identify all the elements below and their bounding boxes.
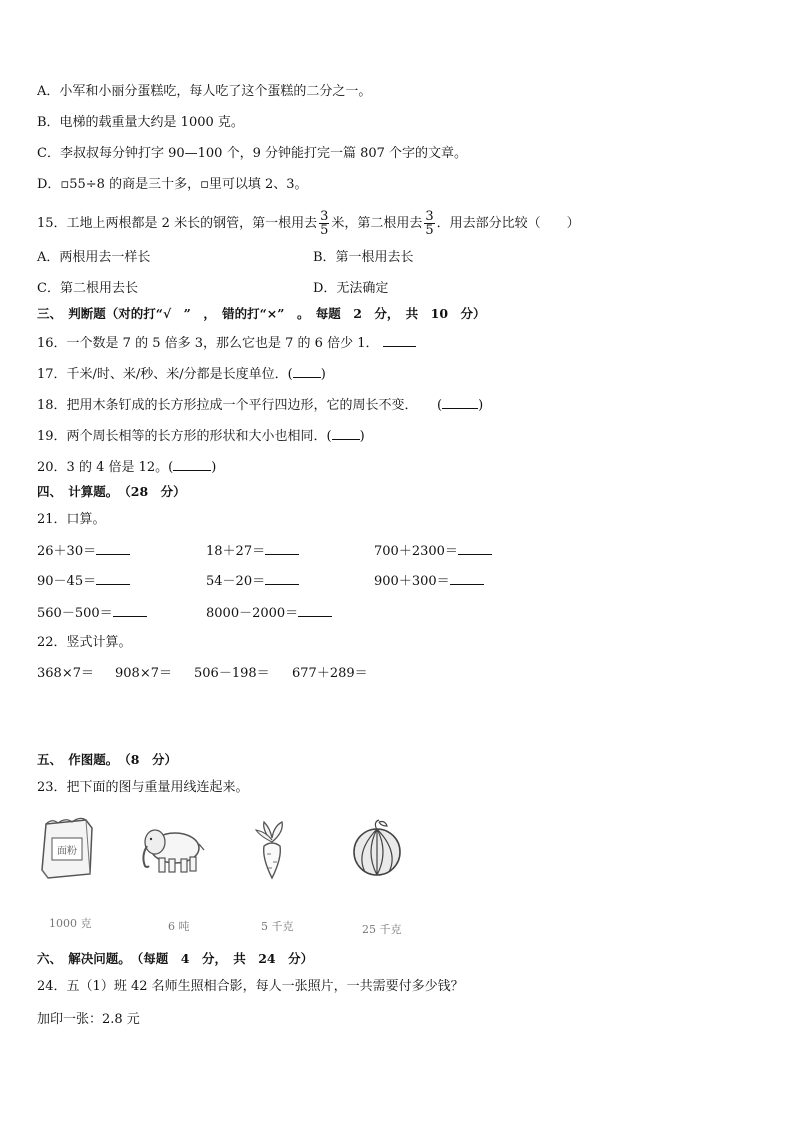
q15-stem [37, 210, 580, 237]
elephant-icon[interactable] [137, 822, 207, 876]
answer-blank[interactable] [383, 333, 416, 347]
q15-option-d: D．无法确定 [313, 281, 389, 296]
oral-item [374, 541, 492, 561]
oral-item [374, 571, 484, 591]
answer-blank[interactable] [265, 541, 299, 555]
q16-text: 16．一个数是 7 的 5 倍多 3，那么它也是 7 的 6 倍少 1． [37, 336, 379, 351]
answer-blank[interactable] [96, 541, 130, 555]
flour-bag-label: 面粉 [57, 846, 77, 857]
weight-label[interactable]: 5 千克 [261, 920, 294, 933]
q24-price: 加印一张：2.8 元 [37, 1012, 140, 1027]
q15-prefix: 15．工地上两根都是 2 米长的钢管，第一根用去 [37, 216, 318, 231]
answer-blank[interactable] [293, 364, 321, 378]
oral-item [37, 571, 130, 591]
q19 [37, 426, 365, 446]
q18-close-paren: ) [478, 398, 484, 413]
answer-blank[interactable] [96, 571, 130, 585]
oral-expression: 54－20＝ [206, 574, 266, 589]
q15-suffix: ．用去部分比较（ ） [436, 216, 580, 231]
q17-close-paren: ) [320, 367, 326, 382]
answer-blank[interactable] [265, 571, 299, 585]
answer-blank[interactable] [458, 541, 492, 555]
q14-option-a: A．小军和小丽分蛋糕吃，每人吃了这个蛋糕的二分之一。 [37, 84, 372, 99]
q15-fraction-2 [424, 210, 434, 237]
flour-bag-icon[interactable] [38, 814, 96, 882]
answer-blank[interactable] [298, 603, 332, 617]
weight-label[interactable]: 25 千克 [362, 923, 402, 936]
radish-icon[interactable] [254, 820, 290, 882]
q21: 21．口算。 [37, 512, 106, 527]
weight-label[interactable]: 1000 克 [49, 917, 92, 930]
oral-expression: 90－45＝ [37, 574, 97, 589]
answer-blank[interactable] [442, 395, 478, 409]
oral-expression: 26＋30＝ [37, 544, 97, 559]
answer-blank[interactable] [450, 571, 484, 585]
q15-middle: 米，第二根用去 [331, 216, 423, 231]
q23: 23．把下面的图与重量用线连起来。 [37, 780, 249, 795]
fraction-denominator: 5 [320, 223, 329, 238]
answer-blank[interactable] [173, 457, 211, 471]
q14-option-c: C．李叔叔每分钟打字 90—100 个，9 分钟能打完一篇 807 个字的文章。 [37, 146, 468, 161]
answer-blank[interactable] [332, 426, 360, 440]
vertical-calc-item: 908×7＝ [115, 666, 172, 681]
q15-option-c: C．第二根用去长 [37, 281, 138, 296]
oral-item [37, 603, 147, 623]
q15-fraction-1 [319, 210, 329, 237]
watermelon-icon[interactable] [349, 818, 405, 878]
section4-title: 四、 计算题。 （28 分） [37, 484, 186, 499]
q19-close-paren: ) [359, 429, 365, 444]
oral-expression: 8000－2000＝ [206, 606, 299, 621]
q24: 24．五（1）班 42 名师生照相合影，每人一张照片，一共需要付多少钱？ [37, 979, 464, 994]
weight-label[interactable]: 6 吨 [168, 920, 190, 933]
section5-title: 五、 作图题。 （8 分） [37, 752, 177, 767]
q17-text: 17．千米/时、米/秒、米/分都是长度单位．( [37, 367, 293, 382]
q18-text: 18．把用木条钉成的长方形拉成一个平行四边形，它的周长不变． ( [37, 398, 443, 413]
fraction-denominator: 5 [425, 223, 434, 238]
fraction-numerator: 3 [320, 209, 329, 224]
q20-text: 20．3 的 4 倍是 12。( [37, 460, 174, 475]
q20-close-paren: ) [211, 460, 217, 475]
q19-text: 19．两个周长相等的长方形的形状和大小也相同．( [37, 429, 332, 444]
vertical-calc-item: 677＋289＝ [292, 666, 368, 681]
oral-expression: 560－500＝ [37, 606, 113, 621]
q20 [37, 457, 216, 477]
q14-option-d: D．▫55÷8 的商是三十多，▫里可以填 2、3。 [37, 177, 308, 192]
q14-option-b: B．电梯的载重量大约是 1000 克。 [37, 115, 244, 130]
q18 [37, 395, 483, 415]
q16 [37, 333, 416, 353]
section3-title: 三、 判断题（对的打“√ ” ， 错的打“×” 。 每题 2 分， 共 10 分） [37, 306, 486, 321]
answer-blank[interactable] [113, 603, 147, 617]
vertical-calc-item: 368×7＝ [37, 666, 94, 681]
vertical-calc-item: 506－198＝ [194, 666, 270, 681]
q17 [37, 364, 326, 384]
oral-expression: 700＋2300＝ [374, 544, 458, 559]
oral-item [37, 541, 130, 561]
oral-item [206, 603, 332, 623]
oral-expression: 900＋300＝ [374, 574, 450, 589]
q15-option-a: A．两根用去一样长 [37, 250, 151, 265]
oral-expression: 18＋27＝ [206, 544, 266, 559]
q15-option-b: B．第一根用去长 [313, 250, 414, 265]
fraction-numerator: 3 [425, 209, 434, 224]
oral-item [206, 571, 299, 591]
q22: 22．竖式计算。 [37, 635, 132, 650]
section6-title: 六、 解决问题。 （每题 4 分， 共 24 分） [37, 951, 314, 966]
oral-item [206, 541, 299, 561]
